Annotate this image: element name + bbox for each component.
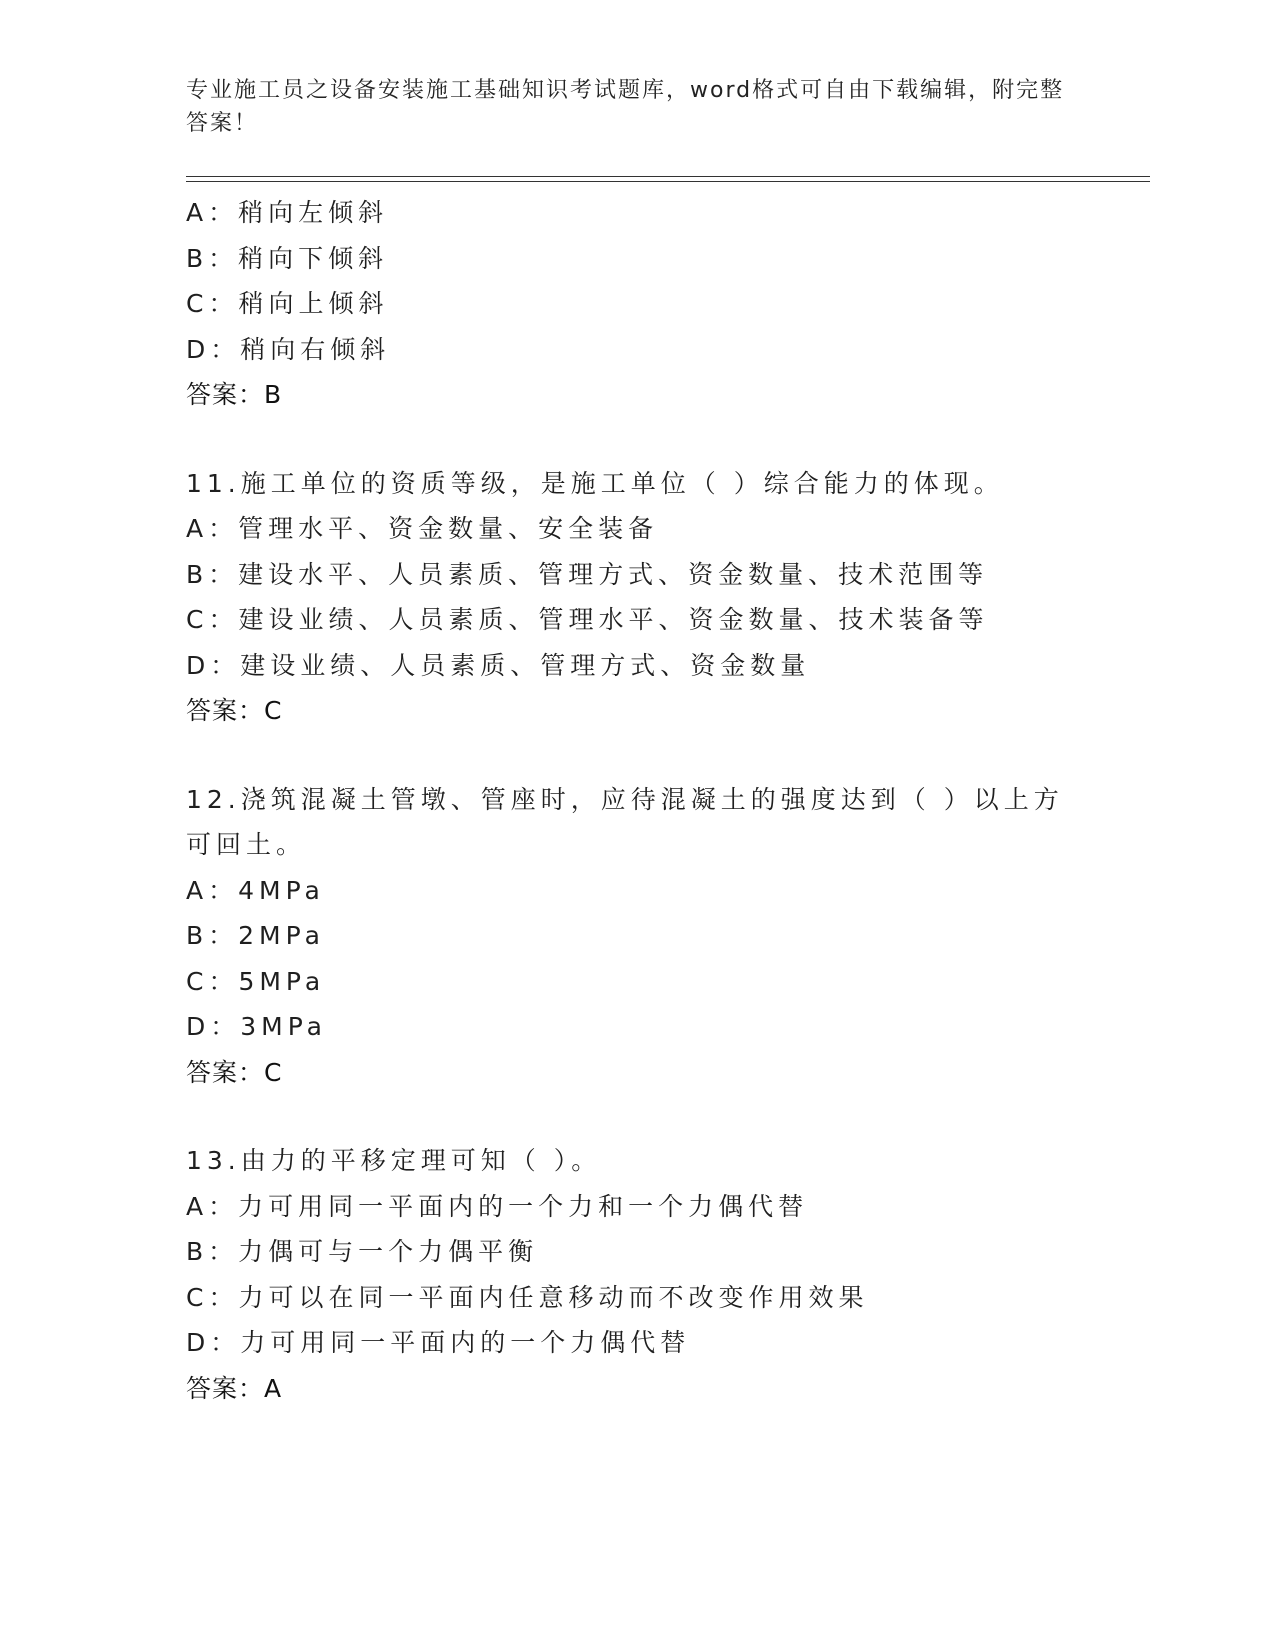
- question-block: [186, 190, 1146, 418]
- option-a: A：4MPa: [186, 875, 325, 905]
- question-block: [186, 461, 1146, 734]
- answer-line: 答案：C: [186, 696, 283, 725]
- question-list: [186, 190, 1146, 1411]
- option-a: A：管理水平、资金数量、安全装备: [186, 514, 659, 543]
- question-stem: 11.施工单位的资质等级，是施工单位（ ）综合能力的体现。: [186, 468, 1004, 498]
- option-d: D：建设业绩、人员素质、管理方式、资金数量: [186, 650, 811, 680]
- spacer: [186, 418, 1146, 461]
- option-c: C：力可以在同一平面内任意移动而不改变作用效果: [186, 1282, 869, 1312]
- option-a: A：稍向左倾斜: [186, 198, 389, 227]
- document-header: 专业施工员之设备安装施工基础知识考试题库，word格式可自由下载编辑，附完整答案！: [186, 78, 1065, 136]
- option-a: A：力可用同一平面内的一个力和一个力偶代替: [186, 1191, 809, 1221]
- option-d: D：稍向右倾斜: [186, 334, 391, 364]
- option-b: B：力偶可与一个力偶平衡: [186, 1237, 539, 1266]
- option-c: C：建设业绩、人员素质、管理水平、资金数量、技术装备等: [186, 605, 989, 634]
- answer-line: 答案：C: [186, 1057, 283, 1087]
- question-block: [186, 1138, 1146, 1411]
- option-c: C：5MPa: [186, 966, 326, 996]
- answer-line: 答案：B: [186, 380, 283, 409]
- option-b: B：建设水平、人员素质、管理方式、资金数量、技术范围等: [186, 559, 989, 589]
- header-divider: [186, 176, 1150, 182]
- answer-line: 答案：A: [186, 1373, 283, 1403]
- option-c: C：稍向上倾斜: [186, 289, 389, 318]
- spacer: [186, 734, 1146, 777]
- question-stem: 13.由力的平移定理可知（ ）。: [186, 1146, 602, 1175]
- option-b: B：稍向下倾斜: [186, 243, 389, 273]
- option-d: D：3MPa: [186, 1012, 327, 1041]
- question-block: [186, 777, 1146, 1096]
- option-d: D：力可用同一平面内的一个力偶代替: [186, 1328, 691, 1357]
- question-stem: 12.浇筑混凝土管墩、管座时，应待混凝土的强度达到（ ）以上方可回土。: [186, 784, 1064, 859]
- spacer: [186, 1095, 1146, 1138]
- option-b: B：2MPa: [186, 921, 325, 950]
